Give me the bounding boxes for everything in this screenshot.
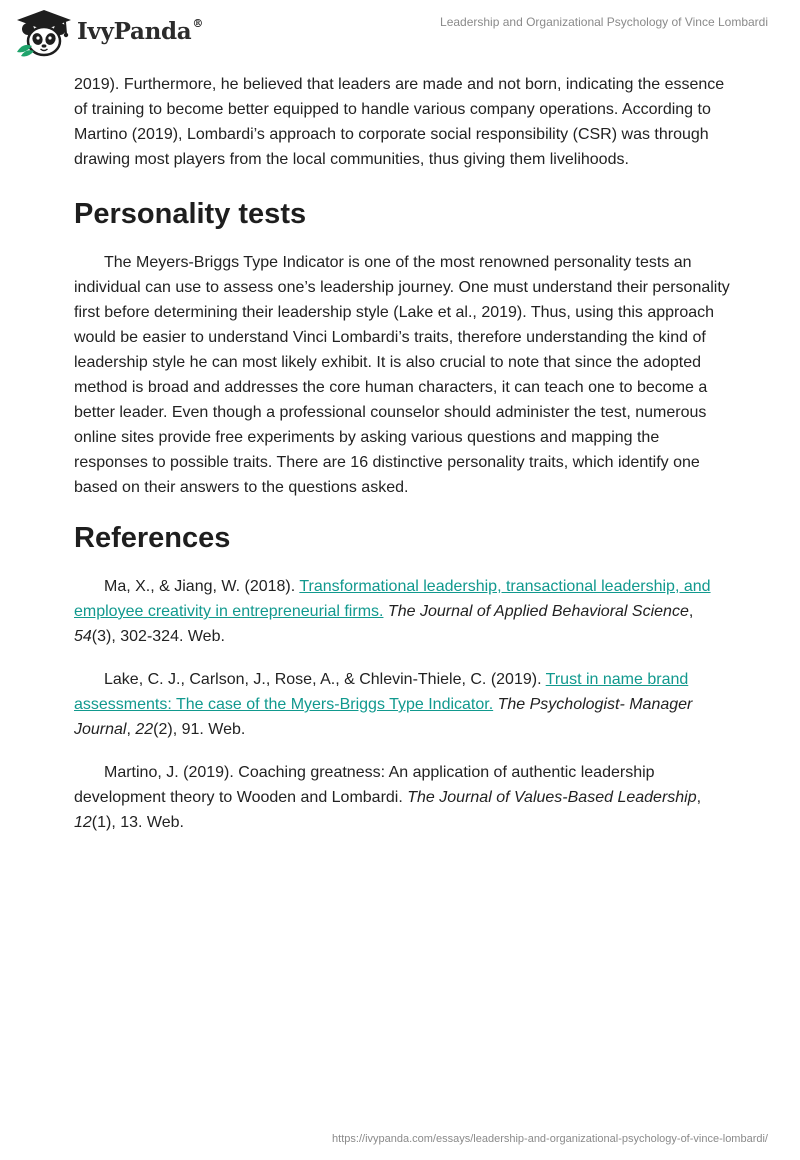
personality-tests-heading: Personality tests [74,198,307,230]
reference-item: Ma, X., & Jiang, W. (2018). Transformational leadership, transactional leadership, and employee creativity in entrepreneurial firms. The Journal of Applied Behavioral Science, 54(3), 302-324. Web. [74,578,711,645]
document-title: Leadership and Organizational Psychology of Vince Lombardi [440,15,768,29]
reference-link[interactable]: Transformational leadership, transactional leadership, and employee creativity in entrepreneurial firms. [74,578,711,620]
page-header [0,0,800,64]
personality-tests-paragraph: The Meyers-Briggs Type Indicator is one of the most renowned personality tests an individual can use to assess one’s leadership journey. One must understand their personality first before determining their leadership style (Lake et al., 2019). Thus, using this approach would be easier to understand Vinci Lombardi’s traits, therefore understanding the kind of leadership style he can most likely exhibit. It is also crucial to note that since the adopted method is broad and addresses the core human characters, it can teach one to become a better leader. Even though a professional counselor should administer the test, numerous online sites provide free experiments by asking various questions and mapping the responses to possible traits. There are 16 distinctive personality traits, which identify one based on their answers to the questions asked. [74,254,730,496]
essay-content [74,72,734,853]
intro-paragraph: 2019). Furthermore, he believed that leaders are made and not born, indicating the essence of training to become better equipped to handle various company operations. According to Martino (2019), Lombardi’s approach to corporate social responsibility (CSR) was through drawing most players from the local communities, thus giving them livelihoods. [74,76,725,168]
reference-link[interactable]: Trust in name brand assessments: The case of the Myers-Briggs Type Indicator. [74,671,689,713]
panda-logo-icon[interactable] [13,8,75,60]
reference-item: Martino, J. (2019). Coaching greatness: An application of authentic leadership development theory to Wooden and Lombardi. The Journal of Values-Based Leadership, 12(1), 13. Web. [74,764,702,831]
references-heading: References [74,522,231,554]
brand-name[interactable]: IvyPanda® [77,17,204,45]
reference-item: Lake, C. J., Carlson, J., Rose, A., & Chlevin-Thiele, C. (2019). Trust in name brand assessments: The case of the Myers-Briggs Type Indicator. The Psychologist- Manager Journal, 22(2), 91. Web. [74,671,693,738]
footer-url[interactable]: https://ivypanda.com/essays/leadership-and-organizational-psychology-of-vince-lombardi/ [332,1133,768,1145]
